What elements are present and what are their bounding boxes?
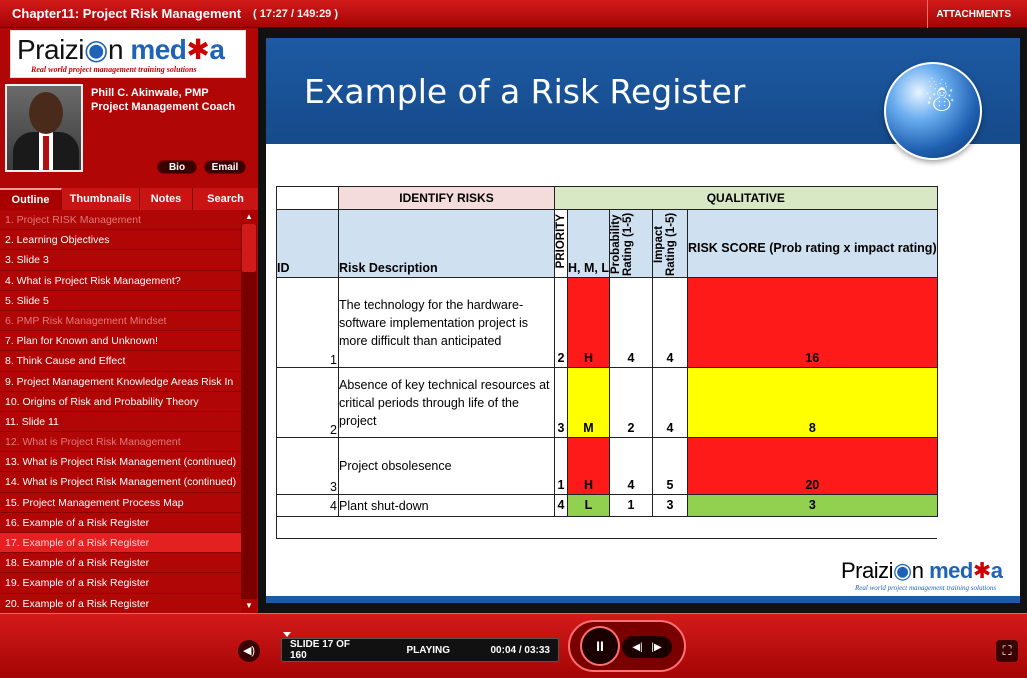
outline-item[interactable]: 6. PMP Risk Management Mindset bbox=[0, 311, 241, 331]
col-impact: Impact Rating (1-5) bbox=[652, 212, 677, 277]
bio-button[interactable]: Bio bbox=[157, 160, 197, 174]
risk-priority: 4 bbox=[555, 495, 568, 517]
logo-globe-o-icon: ◉ bbox=[84, 34, 108, 65]
col-hml: H, M, L bbox=[568, 210, 610, 278]
playback-buttons bbox=[568, 620, 686, 672]
col-priority: PRIORITY bbox=[555, 214, 567, 269]
tab-outline[interactable]: Outline bbox=[0, 188, 62, 210]
globe-mascot-icon: ☃ bbox=[884, 62, 982, 160]
outline-list bbox=[0, 210, 241, 613]
presenter-panel bbox=[0, 80, 258, 180]
table-row bbox=[277, 438, 938, 495]
logo-part-3: med bbox=[130, 34, 187, 65]
email-button[interactable]: Email bbox=[204, 160, 246, 174]
risk-description: Project obsolesence bbox=[339, 438, 555, 495]
skip-controls bbox=[622, 636, 672, 658]
outline-item[interactable]: 19. Example of a Risk Register bbox=[0, 573, 241, 593]
risk-impact: 4 bbox=[652, 368, 687, 438]
outline-item[interactable]: 8. Think Cause and Effect bbox=[0, 351, 241, 371]
col-impact-cell bbox=[652, 210, 687, 278]
risk-probability: 4 bbox=[609, 438, 652, 495]
risk-probability: 1 bbox=[609, 495, 652, 517]
outline-item[interactable]: 7. Plan for Known and Unknown! bbox=[0, 331, 241, 351]
title-bar bbox=[0, 0, 1027, 28]
elapsed-time: ( 17:27 / 149:29 ) bbox=[253, 7, 339, 20]
risk-level: M bbox=[568, 368, 610, 438]
outline-item[interactable]: 2. Learning Objectives bbox=[0, 230, 241, 250]
logo-figure-icon: ✱ bbox=[186, 34, 210, 65]
outline-item[interactable]: 11. Slide 11 bbox=[0, 412, 241, 432]
footer-logo-part-4: a bbox=[990, 558, 1003, 583]
playback-time: 00:04 / 03:33 bbox=[490, 644, 550, 656]
risk-score: 3 bbox=[687, 495, 937, 517]
scroll-up-icon[interactable]: ▲ bbox=[241, 210, 257, 224]
risk-id: 4 bbox=[277, 495, 339, 517]
logo-tagline: Real world project management training solutions bbox=[31, 65, 197, 74]
footer-logo-figure-icon: ✱ bbox=[972, 558, 991, 583]
outline-item[interactable]: 12. What is Project Risk Management bbox=[0, 432, 241, 452]
risk-level: H bbox=[568, 278, 610, 368]
outline-item[interactable]: 13. What is Project Risk Management (continued) bbox=[0, 452, 241, 472]
header-qualitative: QUALITATIVE bbox=[555, 187, 938, 210]
footer-logo-tagline: Real world project management training solutions bbox=[855, 584, 997, 592]
presenter-name: Phill C. Akinwale, PMP bbox=[91, 87, 209, 99]
col-priority-cell bbox=[555, 210, 568, 278]
outline-item[interactable]: 10. Origins of Risk and Probability Theory bbox=[0, 392, 241, 412]
footer-logo-part-2: n bbox=[911, 558, 924, 583]
risk-description: The technology for the hardware-software implementation project is more difficult than anticipated bbox=[339, 278, 555, 368]
risk-id: 2 bbox=[277, 368, 339, 438]
risk-priority: 3 bbox=[555, 368, 568, 438]
next-slide-button[interactable]: |▶ bbox=[651, 641, 662, 653]
risk-score: 20 bbox=[687, 438, 937, 495]
scroll-thumb[interactable] bbox=[242, 224, 256, 272]
risk-impact: 3 bbox=[652, 495, 687, 517]
col-id: ID bbox=[277, 210, 339, 278]
slide-title: Example of a Risk Register bbox=[304, 72, 746, 111]
logo-text bbox=[17, 33, 224, 66]
outline-item[interactable]: 5. Slide 5 bbox=[0, 291, 241, 311]
slide-frame bbox=[258, 28, 1027, 613]
table-row bbox=[277, 368, 938, 438]
risk-score: 16 bbox=[687, 278, 937, 368]
header-identify-risks: IDENTIFY RISKS bbox=[339, 187, 555, 210]
footer-logo bbox=[841, 558, 1003, 592]
outline-item[interactable]: 15. Project Management Process Map bbox=[0, 493, 241, 513]
volume-icon[interactable]: ◀) bbox=[238, 640, 260, 662]
previous-slide-button[interactable]: ◀| bbox=[632, 641, 643, 653]
risk-impact: 5 bbox=[652, 438, 687, 495]
footer-logo-part-1: Praizi bbox=[841, 558, 894, 583]
presenter-role: Project Management Coach bbox=[91, 101, 236, 113]
table-row bbox=[277, 278, 938, 368]
fullscreen-icon[interactable]: ⛶ bbox=[996, 640, 1018, 662]
tab-thumbnails[interactable]: Thumbnails bbox=[62, 188, 140, 210]
tab-notes[interactable]: Notes bbox=[140, 188, 193, 210]
risk-level: L bbox=[568, 495, 610, 517]
logo-part-1: Praizi bbox=[17, 34, 85, 65]
sidebar-tabs bbox=[0, 188, 258, 210]
col-risk-description: Risk Description bbox=[339, 210, 555, 278]
risk-priority: 2 bbox=[555, 278, 568, 368]
attachments-button[interactable]: ATTACHMENTS bbox=[927, 0, 1027, 28]
presenter-photo bbox=[5, 84, 83, 172]
outline-item[interactable]: 3. Slide 3 bbox=[0, 250, 241, 270]
risk-score: 8 bbox=[687, 368, 937, 438]
outline-item[interactable]: 17. Example of a Risk Register bbox=[0, 533, 241, 553]
outline-item[interactable]: 1. Project RISK Management bbox=[0, 210, 241, 230]
player-controls bbox=[0, 613, 1027, 678]
playback-status bbox=[281, 638, 559, 662]
risk-register-table bbox=[276, 186, 938, 539]
tab-search[interactable]: Search bbox=[193, 188, 258, 210]
outline-item[interactable]: 18. Example of a Risk Register bbox=[0, 553, 241, 573]
slide-footer-bar bbox=[266, 596, 1020, 603]
logo-part-2: n bbox=[107, 34, 124, 65]
footer-logo-text bbox=[841, 558, 1003, 584]
risk-id: 1 bbox=[277, 278, 339, 368]
slide bbox=[266, 38, 1020, 603]
chapter-title: Chapter11: Project Risk Management bbox=[12, 6, 242, 21]
col-risk-score: RISK SCORE (Prob rating x impact rating) bbox=[687, 210, 937, 278]
risk-description: Absence of key technical resources at critical periods through life of the project bbox=[339, 368, 555, 438]
play-state: PLAYING bbox=[406, 644, 451, 656]
pause-button[interactable]: II bbox=[580, 626, 620, 666]
risk-probability: 4 bbox=[609, 278, 652, 368]
outline-item[interactable]: 20. Example of a Risk Register bbox=[0, 594, 241, 613]
scroll-down-icon[interactable]: ▼ bbox=[241, 599, 257, 613]
col-probability-cell bbox=[609, 210, 652, 278]
slide-counter: SLIDE 17 OF 160 bbox=[290, 639, 351, 661]
outline-item[interactable]: 16. Example of a Risk Register bbox=[0, 513, 241, 533]
risk-priority: 1 bbox=[555, 438, 568, 495]
risk-impact: 4 bbox=[652, 278, 687, 368]
risk-level: H bbox=[568, 438, 610, 495]
progress-marker-icon[interactable] bbox=[283, 632, 291, 637]
footer-logo-globe-icon: ◉ bbox=[893, 558, 912, 583]
outline-item[interactable]: 14. What is Project Risk Management (continued) bbox=[0, 472, 241, 492]
logo-part-4: a bbox=[209, 34, 225, 65]
col-probability: Probability Rating (1-5) bbox=[609, 212, 634, 277]
risk-id: 3 bbox=[277, 438, 339, 495]
footer-logo-part-3: med bbox=[929, 558, 973, 583]
table-row bbox=[277, 495, 938, 517]
presenter-info bbox=[91, 86, 235, 114]
outline-scrollbar[interactable] bbox=[241, 210, 257, 613]
risk-probability: 2 bbox=[609, 368, 652, 438]
brand-logo bbox=[10, 30, 246, 78]
outline-item[interactable]: 4. What is Project Risk Management? bbox=[0, 271, 241, 291]
risk-description: Plant shut-down bbox=[339, 495, 555, 517]
empty-row bbox=[277, 517, 938, 539]
sidebar bbox=[0, 28, 258, 613]
header-blank bbox=[277, 187, 339, 210]
outline-item[interactable]: 9. Project Management Knowledge Areas Risk In bbox=[0, 372, 241, 392]
